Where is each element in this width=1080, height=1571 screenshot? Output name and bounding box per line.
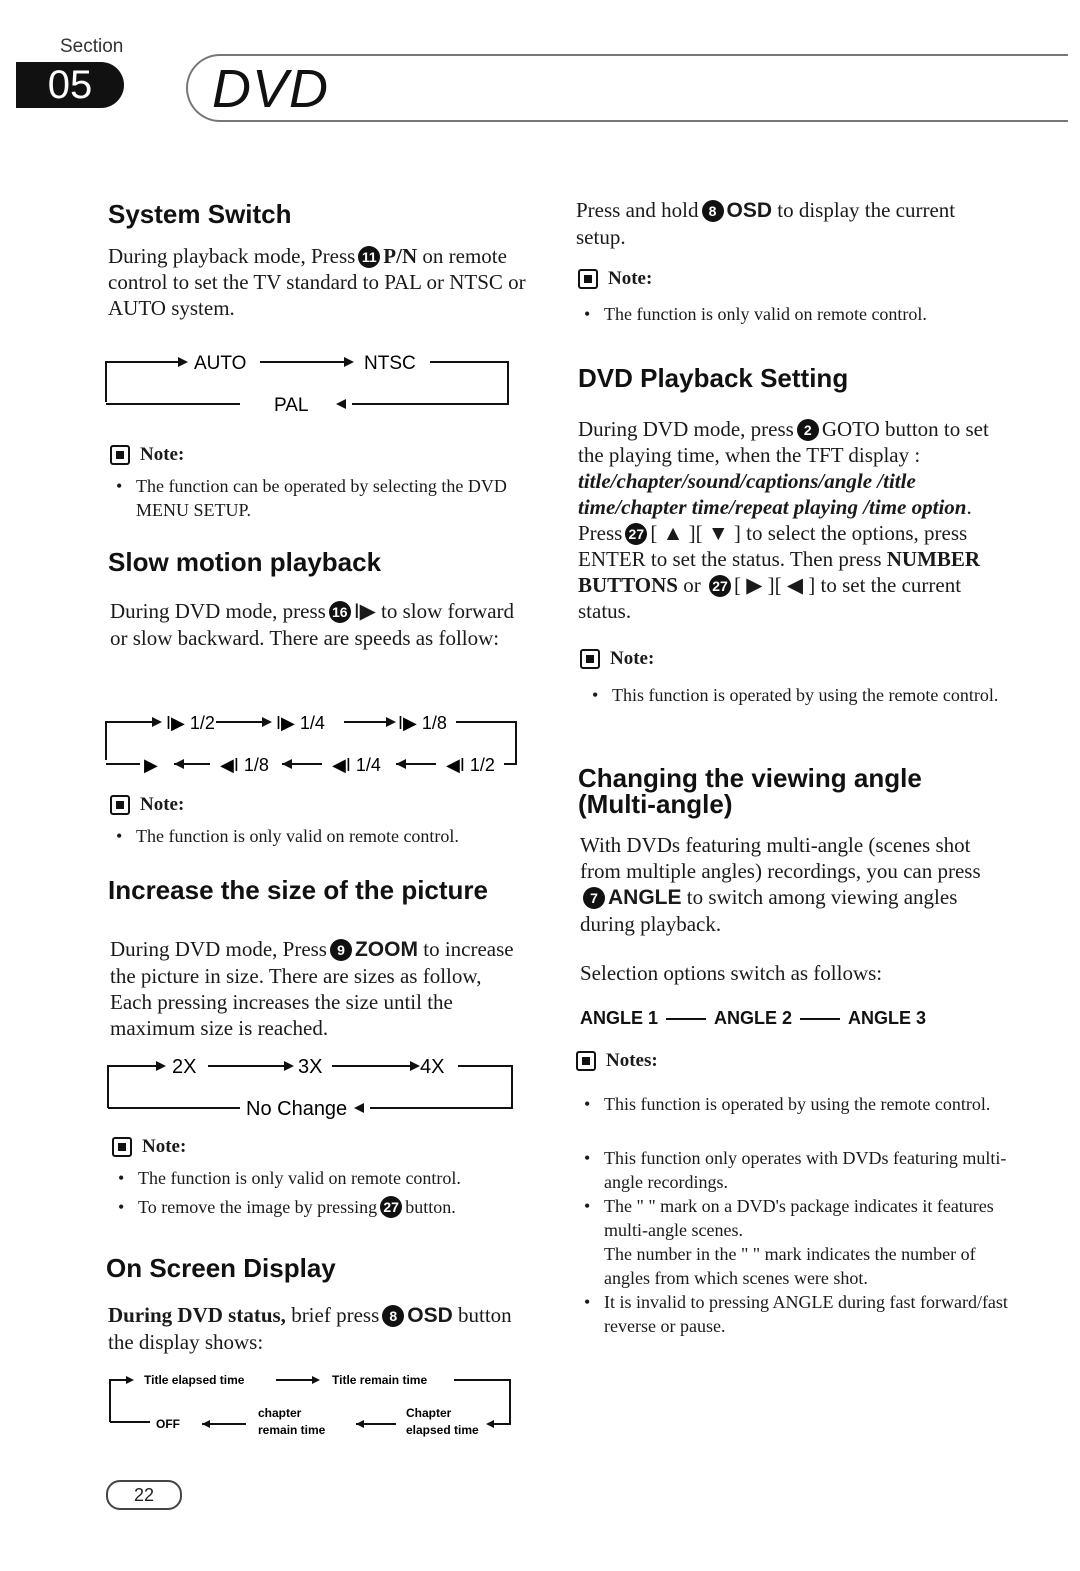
diagram-auto: AUTO (194, 353, 247, 374)
key-number-icon: 16 (329, 601, 351, 623)
key-number-icon: 11 (358, 246, 380, 268)
playback-options: title/chapter/sound/captions/angle /title time/chapter time/repeat playing /time option (578, 469, 967, 519)
angle-heading-1: Changing the viewing angle (578, 763, 922, 793)
forward-speed-1-4: I▶ 1/4 (276, 713, 325, 733)
note-icon (578, 269, 598, 289)
zoom-note-1: • The function is only valid on remote control. (112, 1166, 558, 1190)
zoom-size-3x: 3X (298, 1056, 323, 1078)
slow-motion-note-label: Note: (110, 794, 184, 816)
angle-option-1: ANGLE 1 (580, 1008, 659, 1028)
key-number-icon: 7 (583, 887, 605, 909)
note-icon (112, 1137, 132, 1157)
zoom-size-2x: 2X (172, 1056, 197, 1078)
slow-motion-heading: Slow motion playback (108, 547, 382, 577)
chapter-title: DVD (212, 59, 330, 119)
angle-note-2: • This function only operates with DVDs featuring multi-angle recordings. (578, 1146, 1014, 1194)
system-switch-note: • The function can be operated by selecting the DVD MENU SETUP. (110, 474, 546, 522)
osd-note: • The function is only valid on remote control. (578, 302, 1024, 326)
angle-options (580, 1008, 926, 1029)
osd-hold-text: Press and hold 8 OSD to display the current setup. (576, 198, 956, 249)
zoom-text: During DVD mode, Press 9 ZOOM to increase the picture in size. There are sizes as follow, Each pressing increases the size until the maximum size is reached. (110, 937, 514, 1040)
playback-note: • This function is operated by using the remote control. (586, 683, 1022, 707)
diagram-pal: PAL (274, 395, 309, 416)
system-switch-note-label: Note: (110, 444, 184, 466)
playback-note-label: Note: (580, 648, 654, 670)
key-number-icon: 2 (797, 419, 819, 441)
osd-note-label: Note: (578, 268, 652, 290)
osd-chapter-remain-1: chapter (258, 1406, 302, 1420)
osd-title-elapsed: Title elapsed time (144, 1373, 245, 1387)
section-number: 05 (16, 62, 124, 108)
tv-standard-diagram (100, 340, 520, 420)
key-number-icon: 27 (709, 575, 731, 597)
angle-note-4: The number in the " " mark indicates the number of angles from which scenes were shot. (604, 1244, 976, 1288)
slow-motion-note: • The function is only valid on remote control. (110, 824, 556, 848)
playback-setting-heading: DVD Playback Setting (578, 363, 849, 393)
diagram-ntsc: NTSC (364, 353, 416, 374)
angle-selection-text: Selection options switch as follows: (580, 961, 883, 985)
zoom-size-diagram (100, 1046, 530, 1126)
angle-notes-label: Notes: (576, 1050, 658, 1072)
backward-speed-1-8: ◀I 1/8 (220, 755, 269, 775)
key-number-icon: 27 (380, 1196, 402, 1218)
system-switch-text: During playback mode, Press 11 P/N on remote control to set the TV standard to PAL or NTSC or AUTO system. (108, 244, 526, 320)
slow-speed-diagram (100, 700, 530, 784)
zoom-note-2: • To remove the image by pressing 27 button. (112, 1195, 558, 1219)
slow-motion-text: During DVD mode, press 16 I▶ to slow forward or slow backward. There are speeds as follow: (110, 599, 515, 650)
backward-speed-1-4: ◀I 1/4 (332, 755, 381, 775)
note-icon (110, 795, 130, 815)
system-switch-heading: System Switch (108, 199, 292, 229)
page-number: 22 (106, 1480, 182, 1510)
playback-setting-text: During DVD mode, press 2 GOTO button to set the playing time, when the TFT display : title/chapter/sound/captions/angle /title time/chapter time/repeat playing /time option. Press 27 [ ▲ ][ ▼ ] to select the options, press ENTER to set the status. Then press NUMBER BUTTONS or 27 [ ▶ ][ ◀ ] to set the current status. (578, 417, 989, 623)
key-number-icon: 9 (330, 939, 352, 961)
forward-speed-1-2: I▶ 1/2 (166, 713, 215, 733)
angle-option-2: ANGLE 2 (714, 1008, 793, 1028)
angle-note-5: • It is invalid to pressing ANGLE during fast forward/fast reverse or pause. (578, 1290, 1014, 1338)
angle-text: With DVDs featuring multi-angle (scenes shot from multiple angles) recordings, you can press7 ANGLE to switch among viewing angles during playback. (580, 833, 981, 936)
note-icon (580, 649, 600, 669)
key-number-icon: 8 (382, 1305, 404, 1327)
angle-option-3: ANGLE 3 (848, 1008, 927, 1028)
note-icon (110, 445, 130, 465)
osd-text: During DVD status, brief press 8 OSD button the display shows: (108, 1303, 512, 1354)
key-number-icon: 8 (702, 200, 724, 222)
slow-icon: I▶ (353, 600, 376, 623)
osd-title-remain: Title remain time (332, 1373, 428, 1387)
note-icon (576, 1051, 596, 1071)
osd-chapter-elapsed-1: Chapter (406, 1406, 452, 1420)
zoom-heading: Increase the size of the picture (108, 875, 489, 905)
angle-heading-2: (Multi-angle) (578, 789, 733, 819)
forward-speed-1-8: I▶ 1/8 (398, 713, 447, 733)
osd-chapter-elapsed-2: elapsed time (406, 1423, 479, 1437)
zoom-no-change: No Change (246, 1098, 348, 1120)
osd-chapter-remain-2: remain time (258, 1423, 326, 1437)
angle-note-1: • This function is operated by using the remote control. (578, 1092, 1014, 1116)
key-number-icon: 27 (625, 523, 647, 545)
zoom-size-4x: 4X (420, 1056, 445, 1078)
zoom-note-label: Note: (112, 1136, 186, 1158)
osd-display-diagram (100, 1366, 530, 1446)
angle-note-3: • The " " mark on a DVD's package indicates it features multi-angle scenes. (578, 1194, 1014, 1242)
section-label: Section (60, 36, 124, 57)
play-icon: ▶ (144, 755, 158, 775)
osd-heading: On Screen Display (106, 1253, 336, 1283)
osd-off: OFF (156, 1417, 180, 1431)
backward-speed-1-2: ◀I 1/2 (446, 755, 495, 775)
